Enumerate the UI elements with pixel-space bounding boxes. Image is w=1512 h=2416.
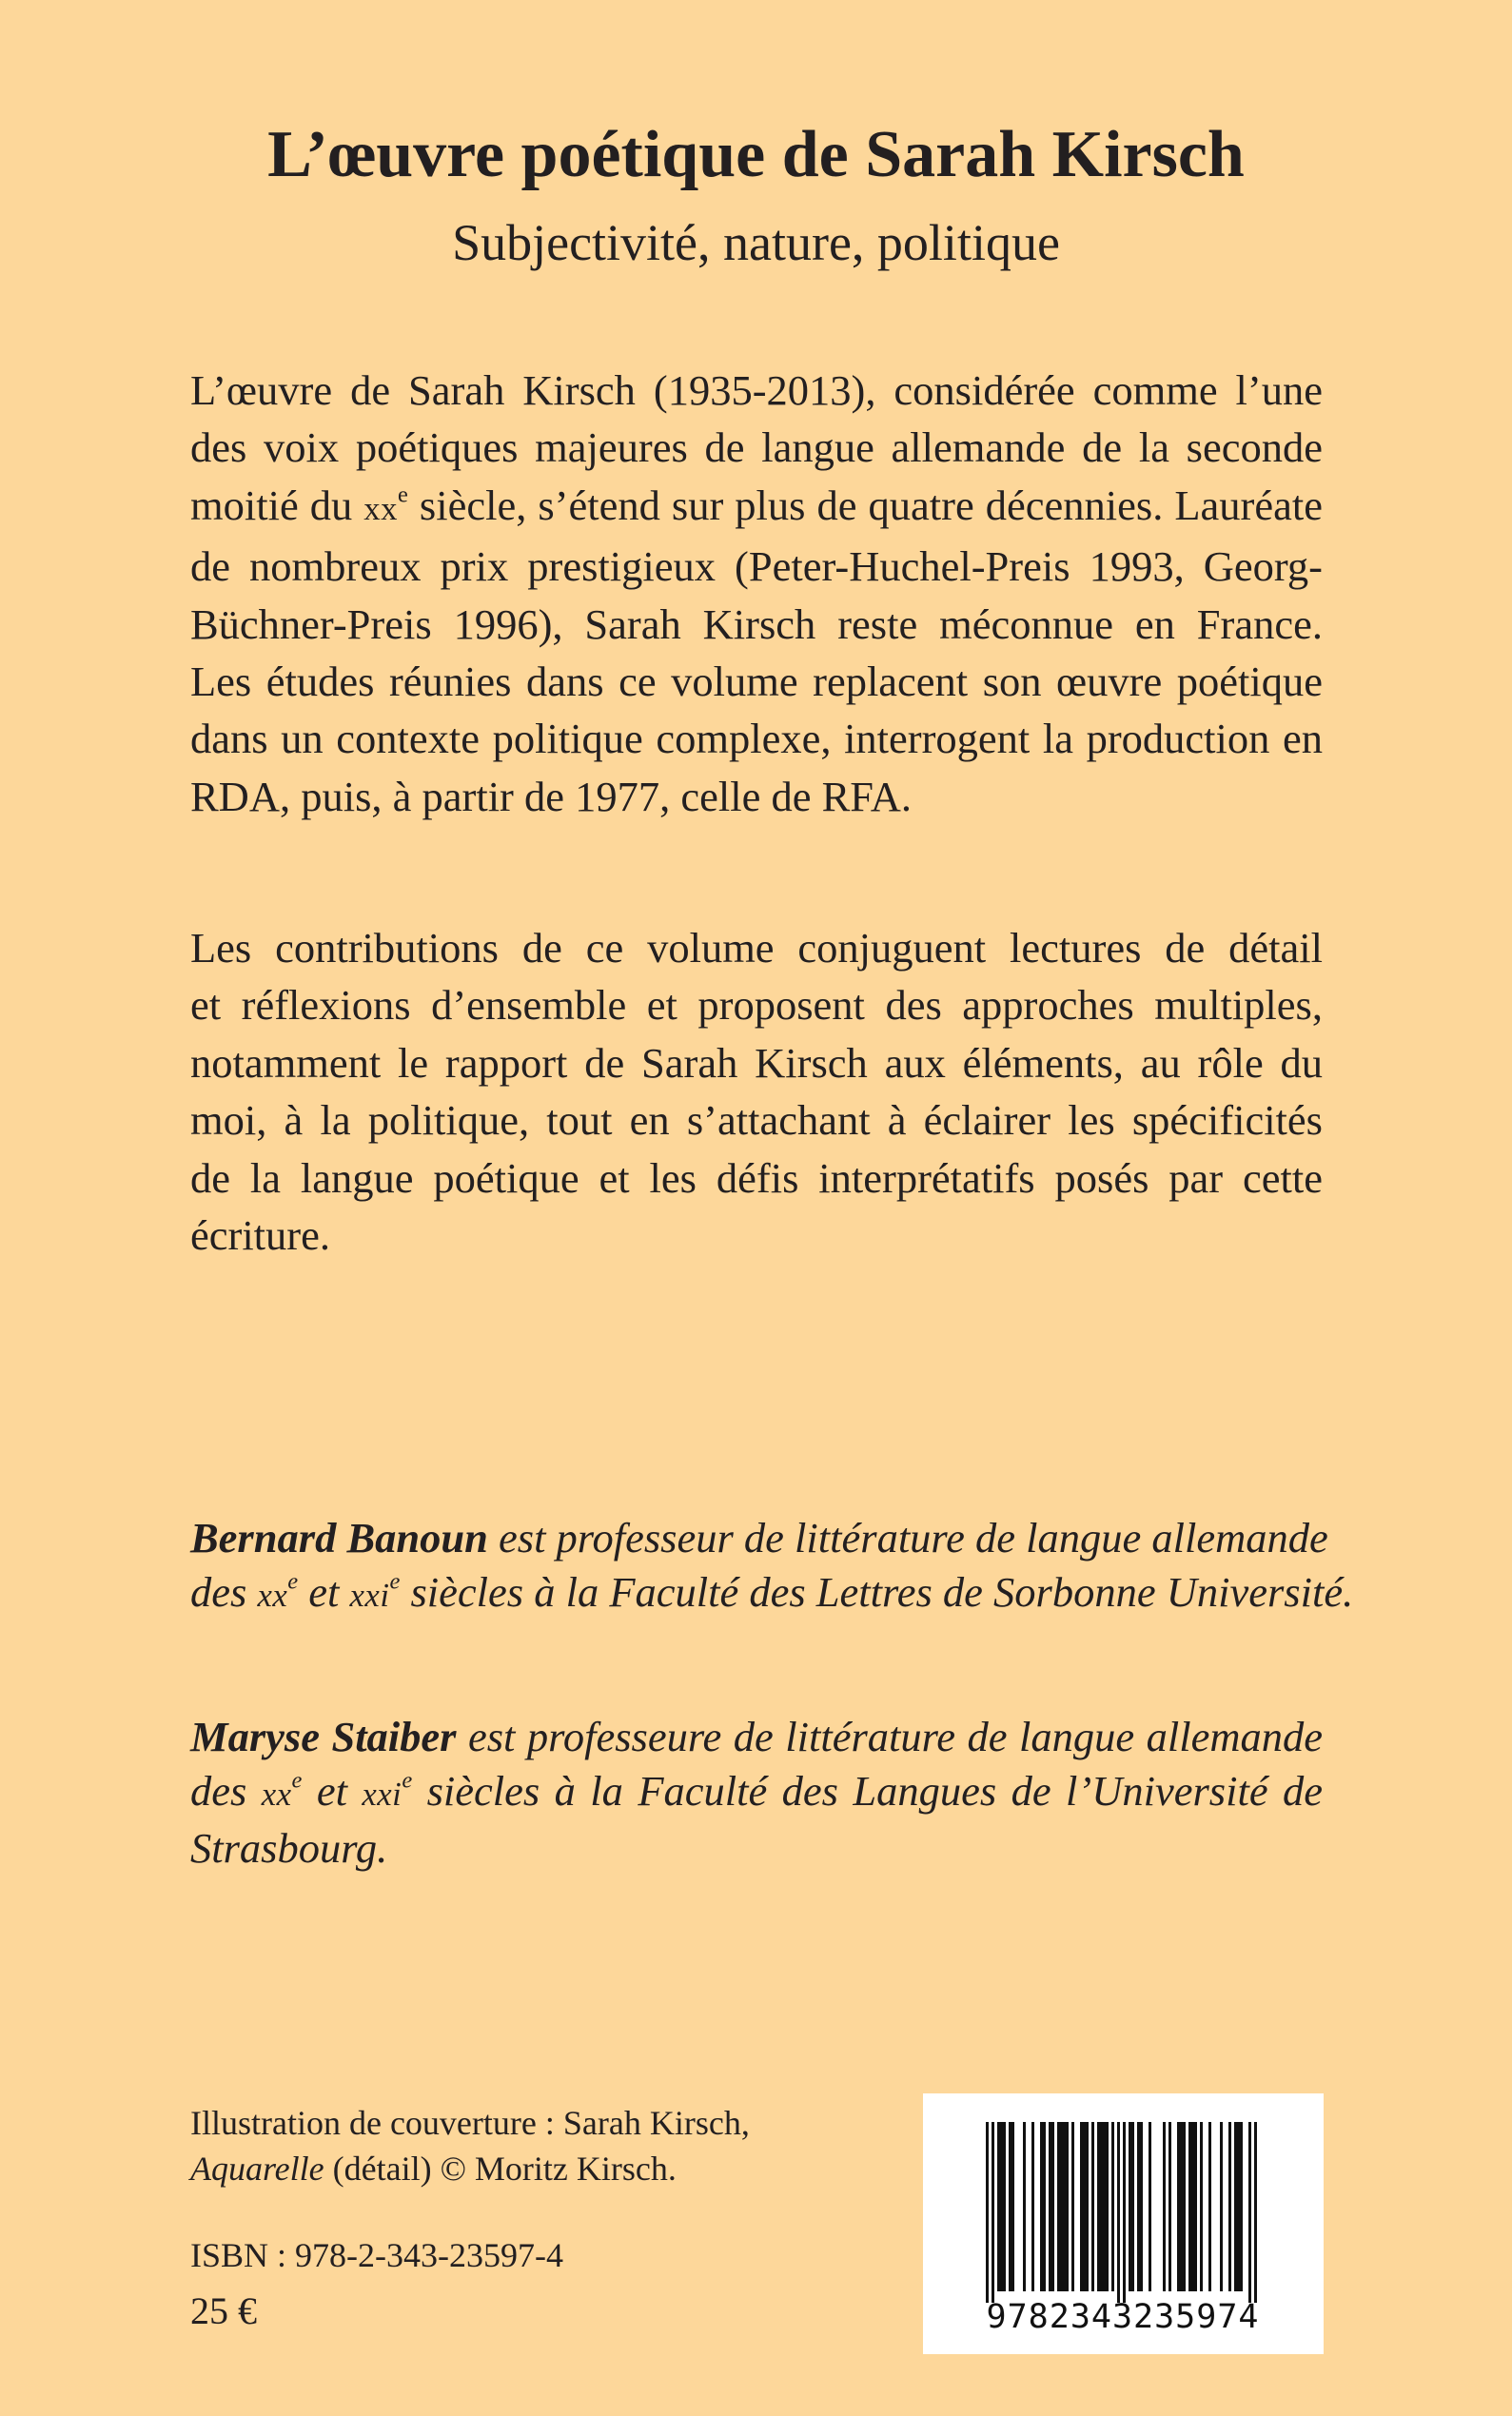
book-subtitle: Subjectivité, nature, politique (452, 214, 1060, 271)
text-fragment: siècle, s’étend sur plus de quatre décennies. Lauréate (407, 481, 1323, 529)
text-line: notamment le rapport de Sarah Kirsch aux éléments, au rôle du (190, 1038, 1323, 1087)
barcode-bar (1023, 2122, 1026, 2291)
text-fragment: des (190, 1767, 262, 1815)
barcode-bar (1057, 2122, 1069, 2291)
author-name: Maryse Staiber (190, 1713, 457, 1760)
text-line: L’œuvre de Sarah Kirsch (1935-2013), considérée comme l’une (190, 366, 1323, 414)
barcode-bar (1220, 2122, 1223, 2291)
barcode-bar (1091, 2122, 1094, 2291)
barcode-bar (1163, 2122, 1166, 2291)
barcode-bar (1071, 2122, 1074, 2291)
barcode-bar (1228, 2122, 1231, 2291)
author-bio-staiber (190, 1710, 1323, 1876)
barcode-bar (1177, 2122, 1186, 2291)
superscript-e: e (291, 1767, 303, 1794)
barcode-bar (1111, 2122, 1114, 2291)
text-line: dans un contexte politique complexe, interrogent la production en (190, 715, 1323, 763)
century-numeral: xx (261, 1776, 292, 1813)
superscript-e: e (397, 481, 408, 508)
text-line: Les études réunies dans ce volume replacent son œuvre poétique (190, 658, 1323, 706)
cover-illustration-credit (190, 2100, 856, 2191)
text-fragment: et (298, 1568, 350, 1616)
book-title: L’œuvre poétique de Sarah Kirsch (267, 118, 1245, 191)
text-fragment: siècles à la Faculté des Lettres de Sorbonne Université. (400, 1568, 1354, 1616)
century-numeral: xx (257, 1577, 288, 1614)
barcode-bar (1188, 2122, 1197, 2291)
text-line: de la langue poétique et les défis interprétatifs posés par cette (190, 1153, 1323, 1202)
superscript-e: e (287, 1568, 299, 1595)
text-fragment: siècles à la Faculté des Langues de l’Université de (412, 1767, 1323, 1815)
barcode-bar (1117, 2122, 1120, 2303)
text-fragment: des (190, 1568, 258, 1616)
barcode-bar (1123, 2122, 1126, 2303)
barcode-bar (1097, 2122, 1109, 2291)
barcode-bar (1200, 2122, 1203, 2291)
text-line (190, 1565, 1354, 1622)
barcode-bar (1208, 2122, 1211, 2291)
barcode-bar (1129, 2122, 1134, 2291)
text-fragment: est professeur de littérature de langue allemande (487, 1514, 1328, 1562)
barcode-bar (1049, 2122, 1054, 2291)
text-line: Les contributions de ce volume conjuguent lectures de détail (190, 924, 1323, 972)
text-line (190, 477, 1323, 538)
author-name: Bernard Banoun (190, 1514, 488, 1562)
superscript-e: e (389, 1568, 401, 1595)
text-line: et réflexions d’ensemble et proposent des approches multiples, (190, 981, 1323, 1030)
text-line: des voix poétiques majeures de langue allemande de la seconde (190, 423, 1323, 472)
barcode-bar (997, 2122, 1006, 2291)
barcode-bar (1009, 2122, 1014, 2291)
text-line (190, 1511, 1328, 1565)
author-bio-banoun (190, 1511, 1354, 1622)
text-line: Strasbourg. (190, 1824, 388, 1872)
barcode-bar (1254, 2122, 1257, 2303)
barcode-bar (992, 2122, 994, 2303)
credit-line: Illustration de couverture : Sarah Kirsch, (190, 2104, 750, 2142)
text-line: écriture. (190, 1211, 330, 1260)
barcode-bar (1234, 2122, 1243, 2291)
barcode-digits: 9782343235974 (986, 2298, 1260, 2336)
text-fragment: et (302, 1767, 363, 1815)
text-line (190, 1764, 1323, 1821)
text-fragment: (détail) © Moritz Kirsch. (324, 2150, 677, 2188)
barcode-bar (1137, 2122, 1143, 2291)
superscript-e: e (402, 1767, 413, 1794)
century-numeral: xxi (349, 1577, 390, 1614)
barcode (923, 2093, 1324, 2354)
barcode-bar (986, 2122, 989, 2303)
barcode-bar (1031, 2122, 1034, 2291)
text-fragment: est professeure de littérature de langue allemande (456, 1713, 1323, 1760)
century-numeral: xxi (362, 1776, 403, 1813)
artwork-title: Aquarelle (190, 2150, 324, 2188)
credit-line (190, 2146, 856, 2191)
isbn: ISBN : 978-2-343-23597-4 (190, 2236, 563, 2274)
summary-paragraph-2 (190, 919, 1323, 1264)
price: 25 € (190, 2289, 257, 2332)
text-line (190, 1710, 1323, 1764)
barcode-bar (1080, 2122, 1089, 2291)
text-line: de nombreux prix prestigieux (Peter-Huchel-Preis 1993, Georg- (190, 542, 1323, 591)
barcode-bar (1248, 2122, 1251, 2303)
text-line: Büchner-Preis 1996), Sarah Kirsch reste méconnue en France. (190, 599, 1323, 648)
text-line: RDA, puis, à partir de 1977, celle de RFA. (190, 772, 912, 820)
barcode-bar (1040, 2122, 1046, 2291)
century-numeral: xx (363, 489, 398, 527)
text-fragment: moitié du (190, 481, 364, 529)
summary-paragraph-1 (190, 362, 1323, 825)
barcode-bar (1168, 2122, 1171, 2291)
barcode-bar (1149, 2122, 1151, 2291)
text-line: moi, à la politique, tout en s’attachant à éclairer les spécificités (190, 1096, 1323, 1145)
